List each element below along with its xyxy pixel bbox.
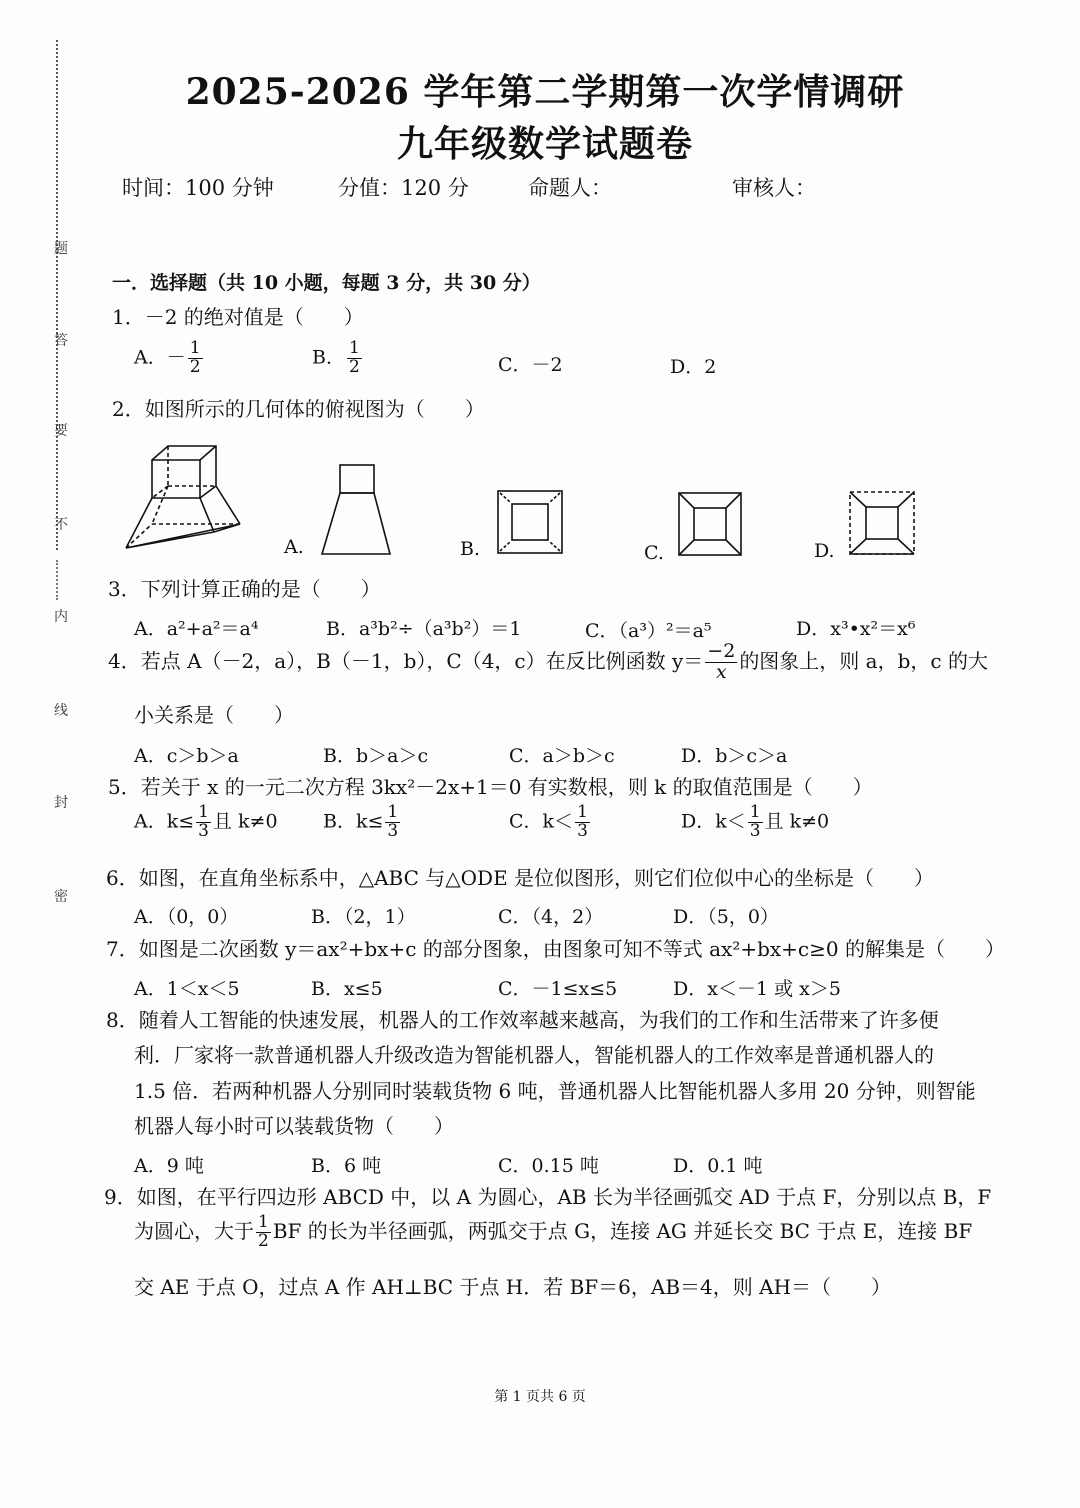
q2-option-b-figure [496,489,564,555]
q2-option-d-label: D. [814,540,835,562]
q7-option-a: A．1＜x＜5 [134,978,240,1000]
q7-option-b: B．x≤5 [311,978,383,1000]
exam-time: 时间：100 分钟 [122,176,274,200]
q6-option-b: B．（2，1） [311,906,416,928]
q4-option-d: D．b＞c＞a [681,745,788,767]
q2-option-a-label: A. [284,536,304,558]
q2-option-a-figure [318,462,398,558]
q3-option-d: D．x³•x²＝x⁶ [796,618,916,640]
q3-stem: 3．下列计算正确的是（ ） [108,577,381,601]
page-footer: 第 1 页共 6 页 [494,1389,586,1405]
margin-char-7: 封 [54,795,68,811]
q4-option-b: B．b＞a＞c [323,745,429,767]
q1-option-d: D．2 [670,356,717,378]
q8-line2: 利．厂家将一款普通机器人升级改造为智能机器人，智能机器人的工作效率是普通机器人的 [134,1043,934,1067]
q6-option-c: C．（4，2） [498,906,604,928]
q9-line2: 为圆心，大于 $\frac{1}{2}$ BF 的长为半径画弧，两弧交于点 G，连接 AG 并延长交 BC 于点 E，连接 BF [134,1212,973,1251]
q4-stem: 4．若点 A（－2，a），B（－1，b），C（4，c）在反比例函数 y＝ $\frac{-2}{x}$ 的图象上，则 a，b，c 的大 [108,640,988,683]
q9-line3: 交 AE 于点 O，过点 A 作 AH⊥BC 于点 H．若 BF＝6，AB＝4，则 AH＝（ ） [134,1275,892,1299]
exam-author: 命题人： [528,176,612,200]
exam-reviewer: 审核人： [732,176,816,200]
q1-stem: 1．－2 的绝对值是（ ） [112,305,364,329]
margin-char-8: 密 [54,889,68,905]
margin-char-5: 内 [54,609,68,625]
q8-line4: 机器人每小时可以装载货物（ ） [134,1114,454,1138]
margin-char-4: 不 [54,517,68,533]
q3-option-b: B．a³b²÷（a³b²）＝1 [326,618,522,640]
q6-option-d: D．（5，0） [673,906,779,928]
q2-option-c-label: C. [644,542,664,564]
q8-option-b: B．6 吨 [311,1155,382,1177]
q2-option-b-label: B. [460,538,481,560]
exam-score: 分值：120 分 [338,176,469,200]
q7-option-c: C．－1≤x≤5 [498,978,618,1000]
margin-char-1: 题 [54,241,68,257]
q3-option-a: A．a²+a²＝a⁴ [134,618,259,640]
q2-stem: 2．如图所示的几何体的俯视图为（ ） [112,397,485,421]
binding-line-dotted-lower [56,560,58,600]
q8-option-c: C．0.15 吨 [498,1155,599,1177]
margin-char-6: 线 [54,703,68,719]
q9-line1: 9．如图，在平行四边形 ABCD 中，以 A 为圆心，AB 长为半径画弧交 AD 于点 F，分别以点 B，F [104,1185,992,1209]
q6-stem: 6．如图，在直角坐标系中，△ABC 与△ODE 是位似图形，则它们位似中心的坐标是（ ） [106,866,935,890]
q5-option-b: B．k≤ $\frac{1}{3}$ [323,802,399,841]
q3-option-c: C．（a³）²＝a⁵ [585,620,712,642]
q7-stem: 7．如图是二次函数 y＝ax²+bx+c 的部分图象，由图象可知不等式 ax²+bx+c≥0 的解集是（ ） [106,937,1005,961]
margin-char-2: 答 [54,333,68,349]
q8-line1: 8．随着人工智能的快速发展，机器人的工作效率越来越高，为我们的工作和生活带来了许多便 [106,1008,939,1032]
q1-option-b: B． $\frac{1}{2}$ [312,338,360,377]
q8-line3: 1.5 倍．若两种机器人分别同时装载货物 6 吨，普通机器人比智能机器人多用 20 分钟，则智能 [134,1079,976,1103]
q4-option-c: C．a＞b＞c [509,745,615,767]
q8-option-a: A．9 吨 [134,1155,204,1177]
section-heading: 一．选择题（共 10 小题，每题 3 分，共 30 分） [112,272,541,294]
q5-option-d: D．k＜ $\frac{1}{3}$ 且 k≠0 [681,802,830,841]
q5-stem: 5．若关于 x 的一元二次方程 3kx²－2x+1＝0 有实数根，则 k 的取值范围是（ ） [108,775,873,799]
q2-option-d-figure [848,490,916,556]
q6-option-a: A．（0，0） [134,906,239,928]
q2-option-c-figure [677,491,743,557]
margin-char-3: 要 [54,423,68,439]
q1-option-a: A．－ $\frac{1}{2}$ [134,338,201,377]
exam-title: 2025-2026 学年第二学期第一次学情调研 [185,71,905,113]
q5-option-a: A．k≤ $\frac{1}{3}$ 且 k≠0 [134,802,278,841]
q7-option-d: D．x＜－1 或 x＞5 [673,978,841,1000]
q8-option-d: D．0.1 吨 [673,1155,763,1177]
q1-option-c: C．－2 [498,354,563,376]
exam-subtitle: 九年级数学试题卷 [396,123,693,165]
q4-option-a: A．c＞b＞a [134,745,239,767]
q2-solid-figure [122,440,247,555]
q4-stem-line2: 小关系是（ ） [134,703,294,727]
q5-option-c: C．k＜ $\frac{1}{3}$ [509,802,588,841]
